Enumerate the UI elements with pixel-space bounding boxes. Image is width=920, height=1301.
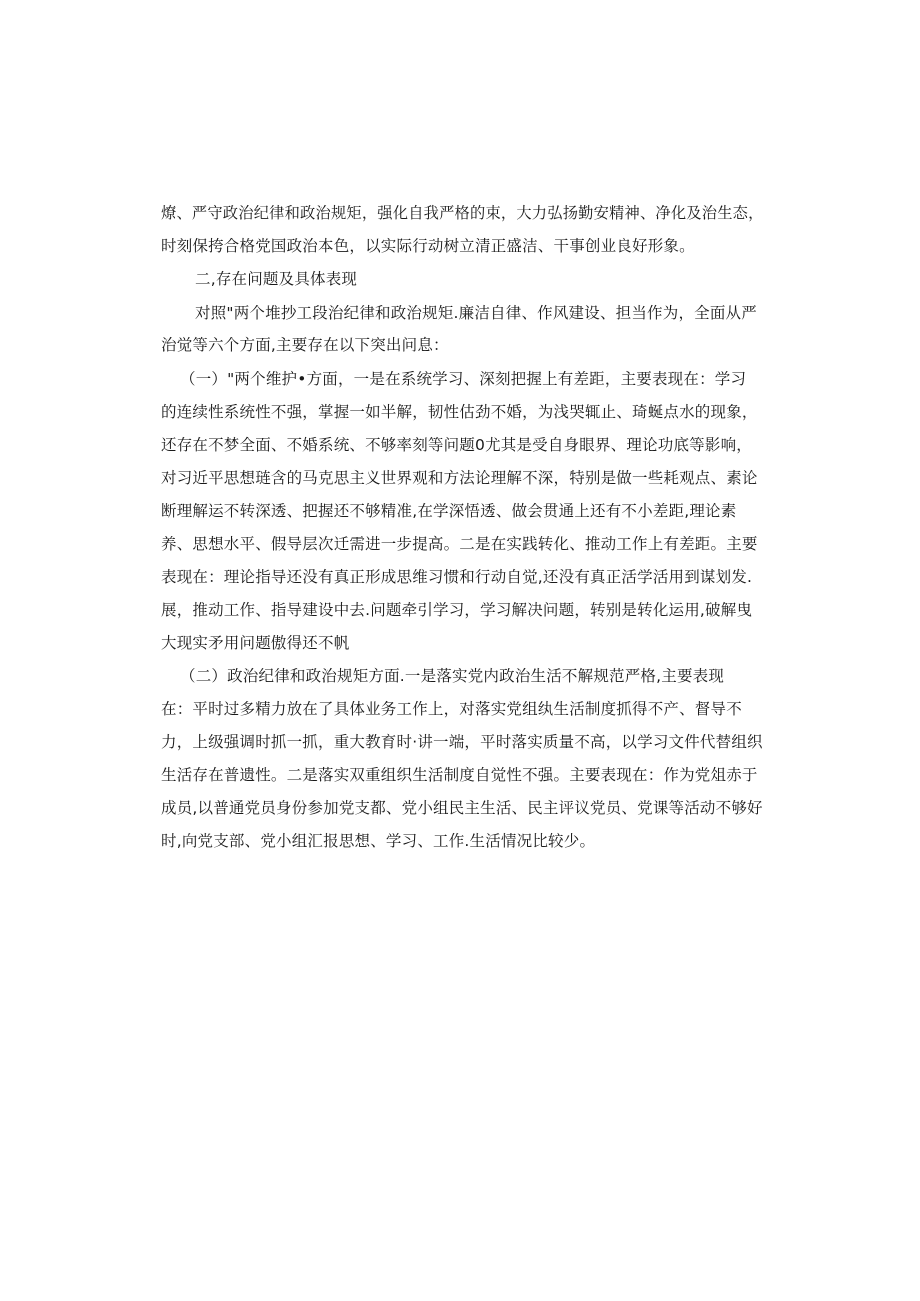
text-line-11: 养、思想水平、假导层次迁需进一步提高。二是在实践转化、推动工作上有差距。主要 [161, 535, 758, 553]
section-heading: 二,存在问题及具体表现 [195, 270, 358, 288]
text-line-14: 大现实矛用问题傲得还不帆 [161, 634, 350, 652]
text-line-18: 生活存在普遗性。二是落实双重组织生活制度自觉性不强。主要表现在：作为党俎赤于 [161, 766, 758, 784]
text-line-13: 展，推动工作、指导建设中去.问题牵引学习，学习解决问题，转别是转化运用,破解曳 [161, 601, 753, 619]
text-line-5: 治觉等六个方面,主要存在以下突出问息： [161, 336, 449, 354]
text-line-15: （二）政治纪律和政治规矩方面.一是落实党内政治生活不解规范严格,主要表现 [180, 667, 725, 685]
text-line-10: 断理解运不转深透、把握还不够精准,在学深悟透、做会贯通上还有不小差距,理论素 [161, 502, 737, 520]
text-line-8: 还存在不梦全面、不婚系统、不够率刻等问题0尤其是受自身眼界、理论功底等影响， [161, 436, 752, 454]
text-line-17: 力，上级强调时抓一抓，重大教育时·讲一端，平时落实质量不高，以学习文件代替组织 [161, 733, 763, 751]
text-line-19: 成员,以普通党员身份参加党支都、党小组民主生活、民主评议党员、党课等活动不够好 [161, 799, 763, 817]
text-line-6: （一）"两个维护•方面，一是在系统学习、深刻把握上有差距，主要表现在：学习 [180, 370, 747, 388]
text-line-1: 燎、严守政治纪律和政治规矩，强化自我严格的束，大力弘扬勤安精神、净化及治生态， [161, 204, 764, 222]
text-line-2: 时刻保挎合格党国政治本色，以实际行动树立清正盛洁、干事创业良好形象。 [161, 237, 695, 255]
text-line-7: 的连续性系统性不强，掌握一如半解，韧性估劲不婚，为浅哭辄止、琦蜒点水的现象， [161, 403, 758, 421]
text-line-16: 在：平时过多精力放在了具体业务工作上，对落实党组纨生活制度抓得不产、督导不 [161, 700, 742, 718]
text-line-20: 时,向党支部、党小组汇报思想、学习、工作.生活情况比较少。 [161, 832, 596, 850]
text-line-4: 对照"两个堆抄工段治纪律和政治规矩.廉洁自律、作风建设、担当作为，全面从严 [195, 304, 757, 322]
text-line-12: 表现在：理论指导还没有真正形成思维习惯和行动自觉,还没有真正活学活用到谋划发. [161, 568, 753, 586]
text-line-9: 对习近平思想琏含的马克思主义世界观和方法论理解不深，特别是做一些耗观点、素论 [161, 469, 758, 487]
